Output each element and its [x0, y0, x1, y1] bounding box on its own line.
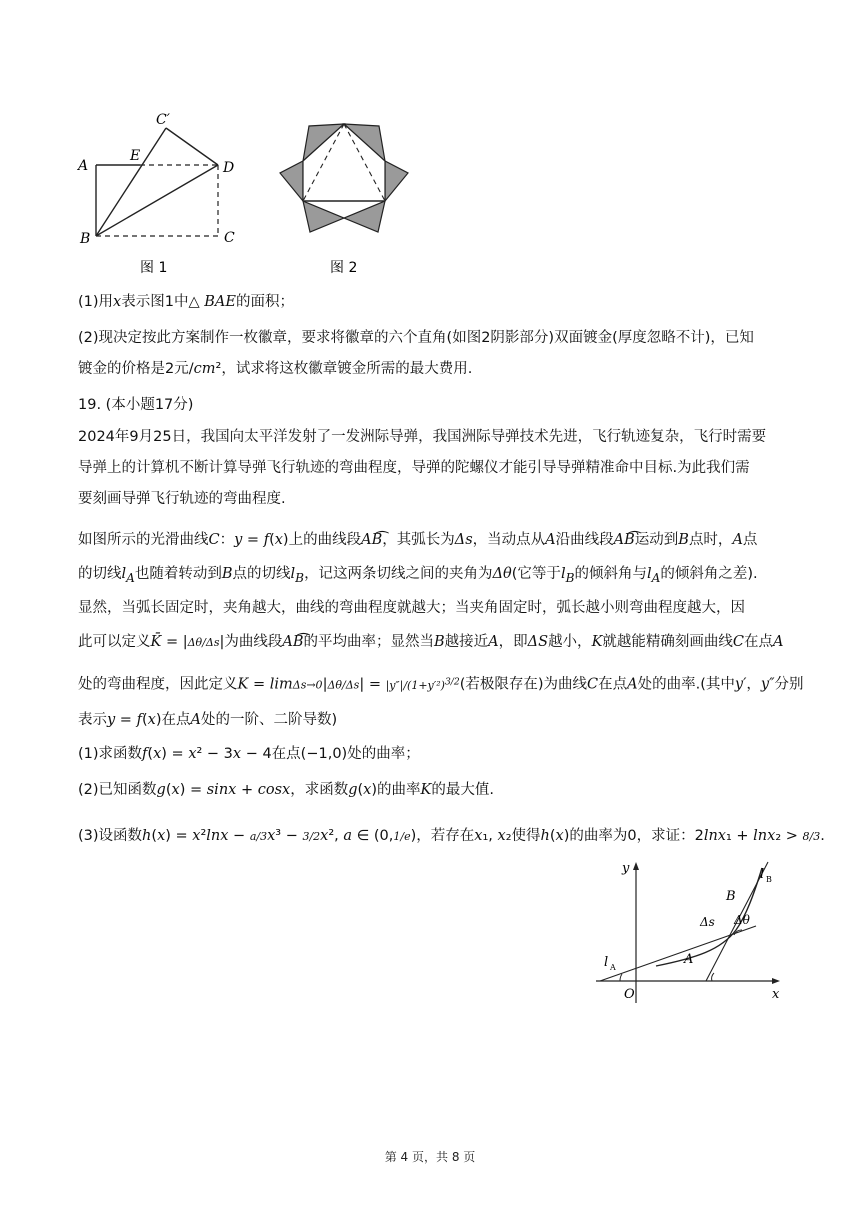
q18-part2-line1: (2)现决定按此方案制作一枚徽章，要求将徽章的六个直角(如图2阴影部分)双面镀金(厚度忽略不计)，已知: [78, 330, 754, 346]
label-tangent-A: l: [604, 955, 609, 970]
label-C: C: [224, 230, 235, 246]
paragraph-1-line1: 2024年9月25日，我国向太平洋发射了一发洲际导弹，我国洲际导弹技术先进，飞行轨迹复杂，飞行时需要: [78, 429, 767, 445]
q18-part2-line2: 镀金的价格是2元/cm²，试求将这枚徽章镀金所需的最大费用.: [78, 361, 473, 377]
label-tangent-A-sub: A: [610, 963, 616, 972]
label-y-axis: y: [622, 861, 630, 876]
paragraph-2-line5: 处的弯曲程度，因此定义$K = \lim\Delta s\to 0|\Delta\theta/\Delta s| = |y''|/(1+y'^2)^{3/2}$(若极限存在)为曲线C在点A处的曲率.(其中y′，y″分别: [78, 676, 804, 693]
paragraph-1-line3: 要刻画导弹飞行轨迹的弯曲程度.: [78, 491, 286, 507]
figure-1-caption: 图 1: [140, 260, 168, 276]
label-delta-s: Δs: [700, 915, 715, 929]
page-footer: 第 4 页，共 8 页: [384, 1150, 476, 1164]
label-B: B: [80, 231, 91, 247]
label-C-prime: C′: [156, 112, 170, 128]
label-E: E: [130, 148, 141, 164]
paragraph-2-line2: 的切线$l_A$也随着转动到B点的切线$l_B$，记这两条切线之间的夹角为Δθ(它等于$l_B$的倾斜角与$l_A$的倾斜角之差).: [78, 566, 758, 585]
q19-part3: (3)设函数h(x) = x²lnx − a/3x³ − 3/2x², a ∈ (0,1/e)，若存在x₁, x₂使得h(x)的曲率为0，求证：2lnx₁ + lnx₂ > 8/3.: [78, 828, 825, 844]
label-tangent-B: l: [760, 867, 765, 882]
figure-2-badge: [276, 108, 416, 280]
label-delta-theta: Δθ: [734, 913, 750, 927]
q19-part2: (2)已知函数g(x) = sinx + cosx，求函数g(x)的曲率K的最大值.: [78, 782, 494, 798]
label-A: A: [78, 158, 89, 174]
label-origin: O: [624, 987, 635, 1002]
paragraph-1-line2: 导弹上的计算机不断计算导弹飞行轨迹的弯曲程度，导弹的陀螺仪才能引导导弹精准命中目标.为此我们需: [78, 460, 750, 476]
figure-1-rectangle-fold: [70, 108, 250, 280]
label-x-axis: x: [772, 987, 780, 1002]
q18-part1: (1)用x表示图1中△ BAE的面积；: [78, 294, 294, 310]
label-point-A: A: [684, 952, 694, 967]
figure-3-curvature-diagram: [596, 858, 786, 1010]
figure-2-caption: 图 2: [330, 260, 358, 276]
q19-heading: 19. (本小题17分): [78, 397, 194, 413]
label-tangent-B-sub: B: [766, 875, 772, 884]
paragraph-2-line1: 如图所示的光滑曲线C：y = f(x)上的曲线段AB͡，其弧长为Δs，当动点从A沿曲线段AB͡运动到B点时，A点: [78, 532, 758, 548]
label-point-B: B: [726, 889, 736, 904]
paragraph-2-line4: 此可以定义K̄ = |Δθ/Δs|为曲线段AB͡的平均曲率；显然当B越接近A，即ΔS越小，K就越能精确刻画曲线C在点A: [78, 634, 784, 650]
label-D: D: [223, 160, 235, 176]
paragraph-2-line3: 显然，当弧长固定时，夹角越大，曲线的弯曲程度就越大；当夹角固定时，弧长越小则弯曲程度越大，因: [78, 600, 745, 616]
q19-part1: (1)求函数f(x) = x² − 3x − 4在点(−1,0)处的曲率；: [78, 746, 420, 762]
paragraph-2-line6: 表示y = f(x)在点A处的一阶、二阶导数): [78, 712, 338, 728]
